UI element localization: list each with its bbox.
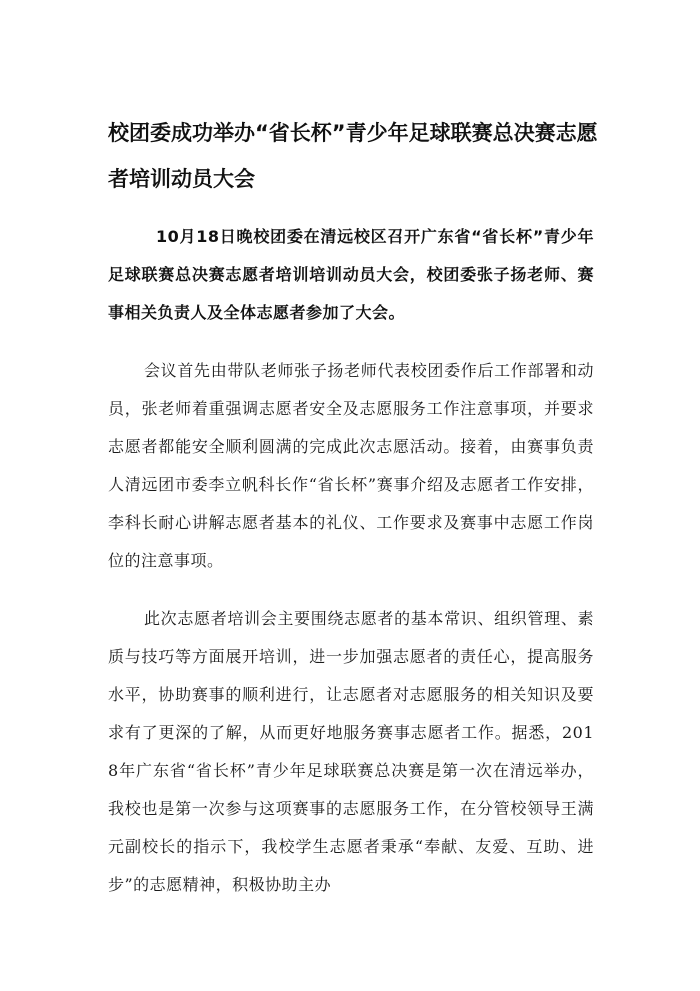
document-title: 校团委成功举办“省长杯”青少年足球联赛总决赛志愿者培训动员大会	[108, 121, 598, 191]
document-body	[108, 218, 594, 924]
paragraph-1: 10月18日晚校团委在清远校区召开广东省“省长杯”青少年足球联赛总决赛志愿者培训培训动员大会，校团委张子扬老师、赛事相关负责人及全体志愿者参加了大会。	[108, 227, 594, 322]
paragraph-2: 会议首先由带队老师张子扬老师代表校团委作后工作部署和动员，张老师着重强调志愿者安全及志愿服务工作注意事项，并要求志愿者都能安全顺利圆满的完成此次志愿活动。接着，由赛事负责人清远团市委李立帆科长作“省长杯”赛事介绍及志愿者工作安排，李科长耐心讲解志愿者基本的礼仪、工作要求及赛事中志愿工作岗位的注意事项。	[108, 361, 594, 570]
paragraph-3: 此次志愿者培训会主要围绕志愿者的基本常识、组织管理、素质与技巧等方面展开培训，进一步加强志愿者的责任心，提高服务水平，协助赛事的顺利进行，让志愿者对志愿服务的相关知识及要求有了更深的了解，从而更好地服务赛事志愿者工作。据悉，2018年广东省“省长杯”青少年足球联赛总决赛是第一次在清远举办，我校也是第一次参与这项赛事的志愿服务工作，在分管校领导王满元副校长的指示下，我校学生志愿者秉承“奉献、友爱、互助、进步”的志愿精神，积极协助主办	[108, 609, 594, 894]
